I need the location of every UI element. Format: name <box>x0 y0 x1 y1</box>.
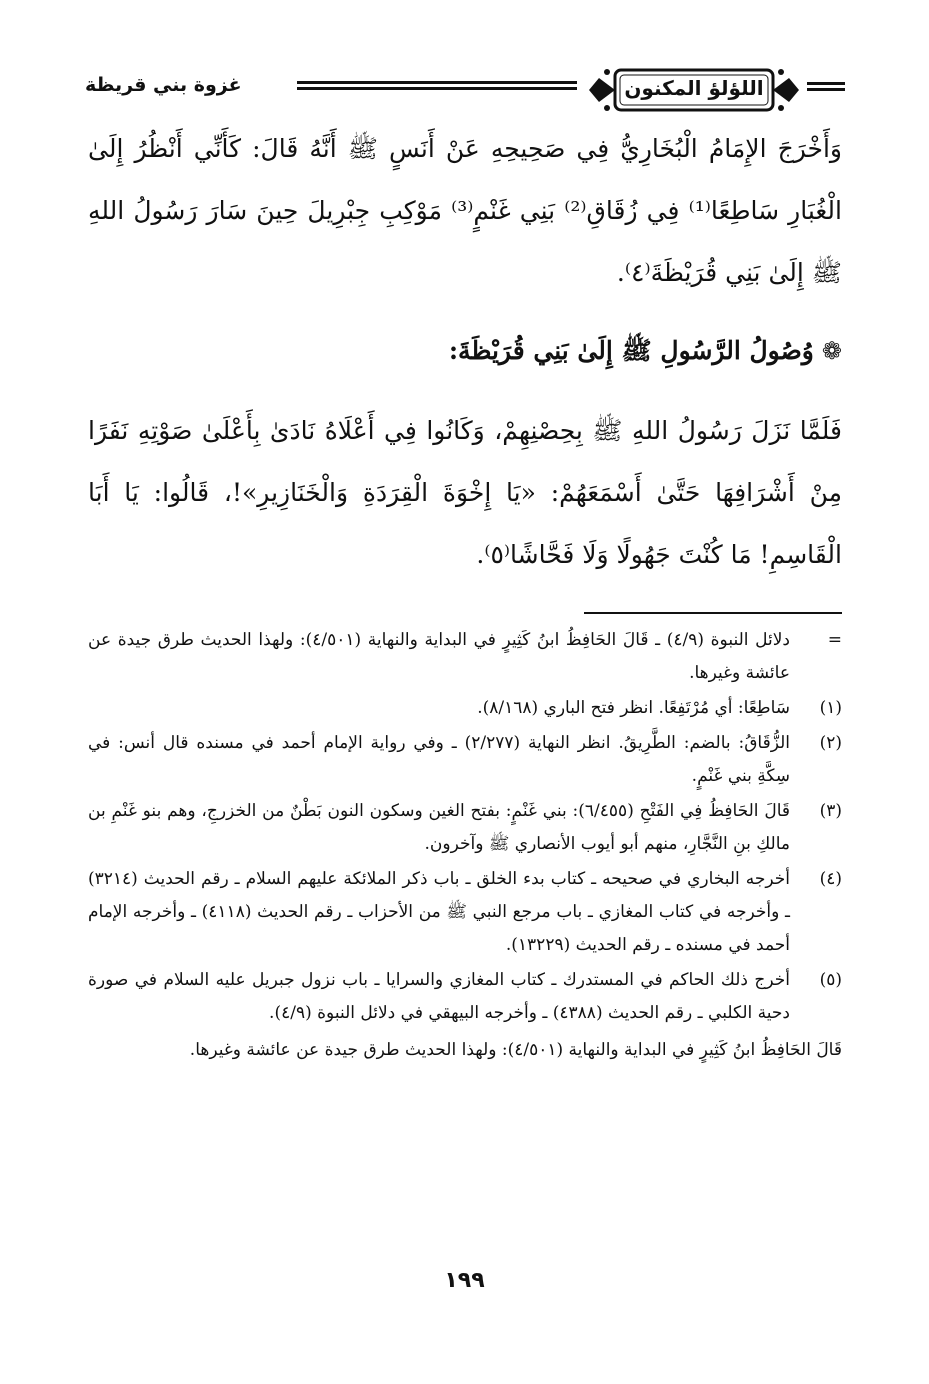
book-title: اللؤلؤ المكنون <box>624 76 764 100</box>
paragraph-2-text: فَلَمَّا نَزَلَ رَسُولُ اللهِ ﷺ بِحِصْنِهِمْ، وَكَانُوا فِي أَعْلَاهُ نَادَىٰ بِأَعْلَىٰ صَوْتِهِ نَفَرًا مِنْ أَشْرَافِهَا حَتَّىٰ أَسْمَعَهُمْ: «يَا إِخْوَةَ الْقِرَدَةِ وَالْخَنَازِيرِ»!، قَالُوا: يَا أَبَا الْقَاسِمِ! مَا كُنْتَ جَهُولًا وَلَا فَحَّاشًا⁽٥⁾. <box>88 416 842 569</box>
footnotes <box>88 624 842 1067</box>
footnote-text: أخرج ذلك الحاكم في المستدرك ـ كتاب المغازي والسرايا ـ باب نزول جبريل عليه السلام في صورة دحية الكلبي ـ رقم الحديث (٤٣٨٨) ـ وأخرجه البيهقي في دلائل النبوة (٤/٩). <box>88 970 790 1023</box>
footnote-text: قَالَ الحَافِظُ فِي الفَتْحِ (٦/٤٥٥): بني غَنْمٍ: بفتح الغين وسكون النون بَطْنٌ من الخزرجِ، وهم بنو غَنْمِ بن مالكِ بنِ النَّجَّارِ، منهم أبو أيوب الأنصاري ﷺ وآخرون. <box>88 801 790 854</box>
footnote-extra-text: قَالَ الحَافِظُ ابنُ كَثِيرٍ في البداية والنهاية (٤/٥٠١): ولهذا الحديث طرق جيدة عن عائشة وغيرها. <box>189 1040 842 1060</box>
paragraph-1-text: وَأَخْرَجَ الإِمَامُ الْبُخَارِيُّ فِي صَحِيحِهِ عَنْ أَنَسٍ ﷺ أَنَّهُ قَالَ: كَأَنِّي أَنْظُرُ إِلَىٰ الْغُبَارِ سَاطِعًا⁽¹⁾ فِي زُقَاقِ⁽²⁾ بَنِي غَنْمٍ⁽³⁾ مَوْكِبِ جِبْرِيلَ حِينَ سَارَ رَسُولُ اللهِ ﷺ إِلَىٰ بَنِي قُرَيْظَةَ⁽٤⁾. <box>88 134 842 287</box>
running-header <box>85 60 845 120</box>
paragraph-2 <box>88 400 842 586</box>
chapter-title: غزوة بني قريظة <box>85 74 242 96</box>
section-heading-text: وُصُولُ الرَّسُولِ ﷺ إِلَىٰ بَنِي قُرَيْظَةَ: <box>448 336 814 365</box>
footnote-number: (١) <box>819 698 842 718</box>
footnote-text: سَاطِعًا: أي مُرْتَفِعًا. انظر فتح الباري (٨/١٦٨). <box>477 698 790 718</box>
section-heading <box>88 320 842 382</box>
footnote-4 <box>88 863 842 962</box>
footnote-3 <box>88 795 842 861</box>
header-rule-right <box>807 82 845 94</box>
header-rule-middle <box>297 81 577 93</box>
header-ornament-badge <box>585 64 803 116</box>
footnote-1 <box>88 692 842 725</box>
footnote-text: الزُّقَاقُ: بالضم: الطَّرِيقُ. انظر النهاية (٢/٢٧٧) ـ وفي رواية الإمام أحمد في مسنده قال أنس: في سِكَّةِ بني غَنْمٍ. <box>88 733 790 786</box>
footnote-2 <box>88 727 842 793</box>
footnote-continuation <box>88 624 842 690</box>
footnote-text: دلائل النبوة (٤/٩) ـ قَالَ الحَافِظُ ابنُ كَثِيرٍ في البداية والنهاية (٤/٥٠١): ولهذا الحديث طرق جيدة عن عائشة وغيرها. <box>88 630 790 683</box>
footnote-separator <box>584 612 842 614</box>
footnote-number: = <box>827 630 842 650</box>
flower-ornament-icon: ❁ <box>821 337 842 365</box>
page-number: ١٩٩ <box>444 1268 485 1293</box>
footnote-number: (٥) <box>819 970 842 990</box>
paragraph-1 <box>88 118 842 304</box>
footnote-number: (٢) <box>819 733 842 753</box>
footnote-text: أخرجه البخاري في صحيحه ـ كتاب بدء الخلق ـ باب ذكر الملائكة عليهم السلام ـ رقم الحديث (٣٢١٤) ـ وأخرجه في كتاب المغازي ـ باب مرجع النبي ﷺ من الأحزاب ـ رقم الحديث (٤١١٨) ـ وأخرجه الإمام أحمد في مسنده ـ رقم الحديث (١٣٢٢٩). <box>88 869 790 955</box>
footnote-number: (٤) <box>819 869 842 889</box>
footnote-number: (٣) <box>819 801 842 821</box>
footnote-5 <box>88 964 842 1030</box>
